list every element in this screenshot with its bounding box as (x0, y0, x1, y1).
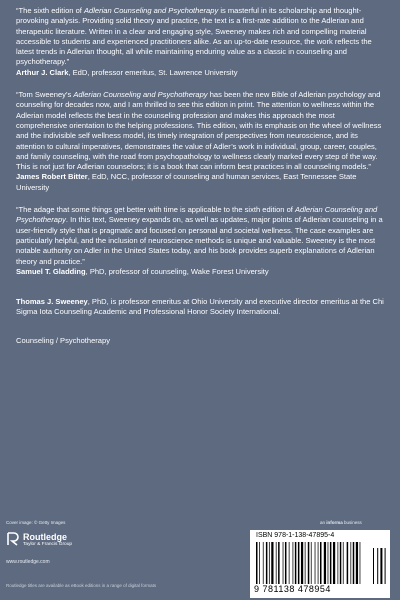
author-name: Thomas J. Sweeney (16, 297, 88, 307)
footer (0, 508, 400, 600)
barcode-icon (254, 542, 374, 584)
book-title-italic: Adlerian Counseling and Psychotherapy (83, 6, 219, 15)
barcode-bar (283, 542, 284, 584)
back-cover-text (16, 6, 388, 346)
barcode-bar (347, 542, 349, 584)
barcode-addon-icon (372, 542, 386, 584)
barcode-addon-bar (377, 548, 378, 584)
barcode-bar (266, 542, 268, 584)
review-quote-1: “The sixth edition of Adlerian Counseling and Psychotherapy is masterful in its scholarship and thought-provoking analysis. Providing solid theory and practice, the text is a first-rate addition to the Adlerian and therapeutic literature. Written in a clear and engaging style, Sweeney makes rich and compelling material accessible to students and experienced practitioners alike. As an up-to-date resource, the work reflects the latest trends in Adlerian thought, all while maintaining enduring value as a classic in counseling and psychotherapy.” (16, 6, 372, 67)
review-attribution-3: Samuel T. Gladding, PhD, professor of counseling, Wake Forest University (16, 266, 269, 276)
routledge-logo (6, 532, 72, 548)
publisher-name: Routledge (23, 532, 67, 542)
barcode-bar (356, 542, 358, 584)
barcode-addon-bar (385, 548, 386, 584)
review-quote-3: “The adage that some things get better with time is applicable to the sixth edition of Adlerian Counseling and Psychotherapy. In this text, Sweeney expands on, as well as updates, major points of Adlerian counseling in a user-friendly style that is pragmatic and focused on personal and societal wellness. The case examples are particularly helpful, and the inclusion of neuroscience methods is unique and valuable. Sweeney is the most notable authority on Adler in the United States today, and his book provides superb explanations of Adlerian theory and practice.” (16, 205, 383, 266)
barcode-addon-bar (373, 548, 374, 584)
book-title-italic: Adlerian Counseling and Psychotherapy (16, 205, 378, 225)
barcode-bar (278, 542, 280, 584)
barcode-bar (315, 542, 316, 584)
subject-category: Counseling / Psychotherapy (16, 335, 110, 345)
barcode-bar (271, 542, 273, 584)
barcode-bar (320, 542, 322, 584)
barcode-bar (256, 542, 258, 584)
author-bio: Thomas J. Sweeney, PhD, is professor emeritus at Ohio University and executive director emeritus at the Chi Sigma Iota Counseling Academic and Professional Honor Society International. (16, 297, 384, 317)
cover-image-credit: Cover image: © Getty Images (6, 520, 66, 525)
barcode-bar (308, 542, 310, 584)
barcode-bar (333, 542, 335, 584)
barcode-digits: 9 781138 478954 (254, 584, 331, 594)
publisher-url[interactable]: www.routledge.com (6, 559, 50, 565)
ebook-note: Routledge titles are available as eBook editions in a range of digital formats (6, 583, 157, 588)
barcode-bar (276, 542, 277, 584)
publisher-group: Taylor & Francis Group (23, 542, 73, 547)
barcode-bar (285, 542, 287, 584)
barcode-bar (263, 542, 264, 584)
reviewer-name: Samuel T. Gladding (16, 266, 86, 276)
informa-business-label: an informa business (320, 520, 362, 525)
barcode-bar (350, 542, 351, 584)
review-attribution-2: James Robert Bitter, EdD, NCC, professor of counseling and human services, East Tennessee State University (16, 172, 357, 192)
review-attribution-1: Arthur J. Clark, EdD, professor emeritus, St. Lawrence University (16, 67, 238, 77)
barcode-bar (269, 542, 270, 584)
barcode-bar (293, 542, 294, 584)
barcode-bar (259, 542, 260, 584)
barcode-bar (340, 542, 342, 584)
barcode-bar (353, 542, 355, 584)
barcode-bar (328, 542, 329, 584)
barcode-bar (298, 542, 300, 584)
book-title-italic: Adlerian Counseling and Psychotherapy (73, 90, 208, 100)
routledge-r-icon (6, 532, 20, 546)
barcode-bar (338, 542, 339, 584)
barcode-bar (295, 542, 297, 584)
isbn-barcode-box (250, 530, 390, 598)
barcode-bar (324, 542, 326, 584)
reviewer-name: Arthur J. Clark (16, 67, 69, 77)
barcode-bar (301, 542, 303, 584)
isbn-number: ISBN 978-1-138-47895-4 (256, 532, 335, 539)
review-quote-2: “Tom Sweeney’s Adlerian Counseling and Psychotherapy has been the new Bible of Adlerian psychology and counseling for decades now, and I am thrilled to see this edition in print. The attention to wellness within the Adlerian model reflects the best in the counseling profession and makes this approach the most comprehensive orientation to the helping professions. This edition, with its emphasis on the wheel of wellness and the indivisible self wellness model, its timely integration of perspectives from neuroscience, and its attention to cultural imperatives, demonstrates the value of Adler’s work in individual, group, career, couples, and family counseling, with the road from psychopathology to wellness clearly marked every step of the way. This is not just for Adlerian counselors; it is a book that can inform best practices in all counseling models.” (16, 90, 382, 172)
reviewer-name: James Robert Bitter (16, 172, 88, 182)
barcode-addon-bar (380, 548, 382, 584)
barcode-bar (330, 542, 332, 584)
barcode-bar (305, 542, 306, 584)
barcode-bar (289, 542, 290, 584)
barcode-bar (318, 542, 319, 584)
barcode-bar (311, 542, 312, 584)
barcode-bar (360, 542, 361, 584)
barcode-bar (343, 542, 344, 584)
